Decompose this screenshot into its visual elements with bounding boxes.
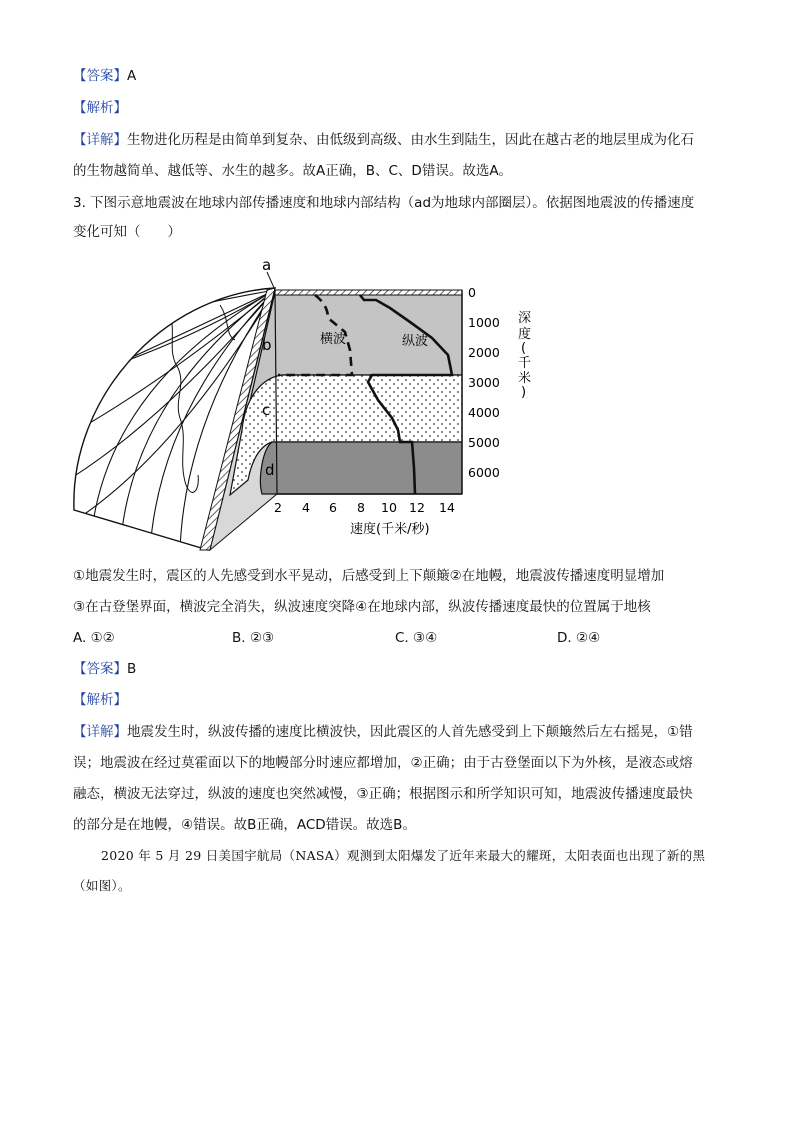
next-intro-line-2: （如图）。 xyxy=(73,878,131,893)
speed-axis-title: 速度(千米/秒) xyxy=(350,522,430,537)
depth-tick: 6000 xyxy=(468,465,500,480)
speed-tick: 12 xyxy=(409,500,425,515)
speed-tick: 14 xyxy=(439,500,455,515)
option-c: C. ③④ xyxy=(395,630,438,646)
q3-statement-line-1: ①地震发生时，震区的人先感受到水平晃动，后感受到上下颠簸②在地幔，地震波传播速度明显增加 xyxy=(73,568,665,584)
q2-detail-line-1 xyxy=(73,130,694,150)
inner-core-layer-d xyxy=(260,442,462,494)
s-wave-label: 横波 xyxy=(320,332,347,347)
q3-stem-line-2: 变化可知（ ） xyxy=(73,224,181,240)
svg-text:): ) xyxy=(521,385,527,400)
svg-text:米: 米 xyxy=(518,371,532,386)
layer-label-c: c xyxy=(262,401,271,419)
layer-label-a: a xyxy=(262,256,272,274)
q3-answer xyxy=(73,659,136,679)
q3-stem-line-1: 3. 下图示意地震波在地球内部传播速度和地球内部结构（ad为地球内部圈层）。依据图地震波的传播速度 xyxy=(73,195,695,211)
svg-text:(: ( xyxy=(521,341,527,356)
answer-label: 【答案】 xyxy=(73,68,127,84)
svg-text:度: 度 xyxy=(518,327,532,342)
depth-tick: 5000 xyxy=(468,435,500,450)
q2-detail-line-2: 的生物越简单、越低等、水生的越多。故A正确，B、C、D错误。故选A。 xyxy=(73,163,513,179)
speed-tick: 4 xyxy=(302,500,310,515)
depth-tick: 0 xyxy=(468,285,476,300)
depth-axis-title xyxy=(518,311,531,400)
q3-detail-line-2: 误；地震波在经过莫霍面以下的地幔部分时速应都增加，②正确；由于古登堡面以下为外核，是液态或熔 xyxy=(73,755,693,771)
option-a: A. ①② xyxy=(73,630,115,646)
detail-text: 生物进化历程是由简单到复杂、由低级到高级、由水生到陆生，因此在越古老的地层里成为化石 xyxy=(127,132,694,148)
speed-tick: 10 xyxy=(381,500,397,515)
q3-detail-line-1 xyxy=(73,722,693,742)
detail-text: 地震发生时，纵波传播的速度比横波快，因此震区的人首先感受到上下颠簸然后左右摇晃，①错 xyxy=(127,724,693,740)
detail-label: 【详解】 xyxy=(73,132,127,148)
next-intro-line-1: 2020 年 5 月 29 日美国宇航局（NASA）观测到太阳爆发了近年来最大的耀斑，太阳表面也出现了新的黑 xyxy=(101,848,706,863)
depth-tick: 3000 xyxy=(468,375,500,390)
answer-value: A xyxy=(127,68,137,84)
svg-text:千: 千 xyxy=(518,356,532,371)
depth-tick: 1000 xyxy=(468,315,500,330)
q3-statement-line-2: ③在古登堡界面，横波完全消失，纵波速度突降④在地球内部，纵波传播速度最快的位置属于地核 xyxy=(73,599,651,615)
depth-tick: 2000 xyxy=(468,345,500,360)
svg-text:深: 深 xyxy=(518,311,532,326)
layer-label-d: d xyxy=(265,461,275,479)
option-b: B. ②③ xyxy=(232,630,275,646)
speed-tick: 8 xyxy=(357,500,365,515)
depth-axis xyxy=(468,285,500,480)
speed-axis xyxy=(274,500,455,515)
q2-answer xyxy=(73,66,136,86)
q2-analysis-label: 【解析】 xyxy=(73,100,127,116)
speed-tick: 6 xyxy=(329,500,337,515)
q3-detail-line-4: 的部分是在地幔，④错误。故B正确，ACD错误。故选B。 xyxy=(73,817,416,833)
p-wave-label: 纵波 xyxy=(402,334,429,349)
depth-tick: 4000 xyxy=(468,405,500,420)
q3-detail-line-3: 融态，横波无法穿过，纵波的速度也突然减慢，③正确；根据图示和所学知识可知，地震波传播速度最快 xyxy=(73,786,693,802)
option-d: D. ②④ xyxy=(557,630,601,646)
answer-value: B xyxy=(127,661,137,677)
detail-label: 【详解】 xyxy=(73,724,127,740)
earth-structure-figure xyxy=(60,250,540,555)
answer-label: 【答案】 xyxy=(73,661,127,677)
speed-tick: 2 xyxy=(274,500,282,515)
q3-analysis-label: 【解析】 xyxy=(73,692,127,708)
layer-label-b: b xyxy=(262,336,272,354)
